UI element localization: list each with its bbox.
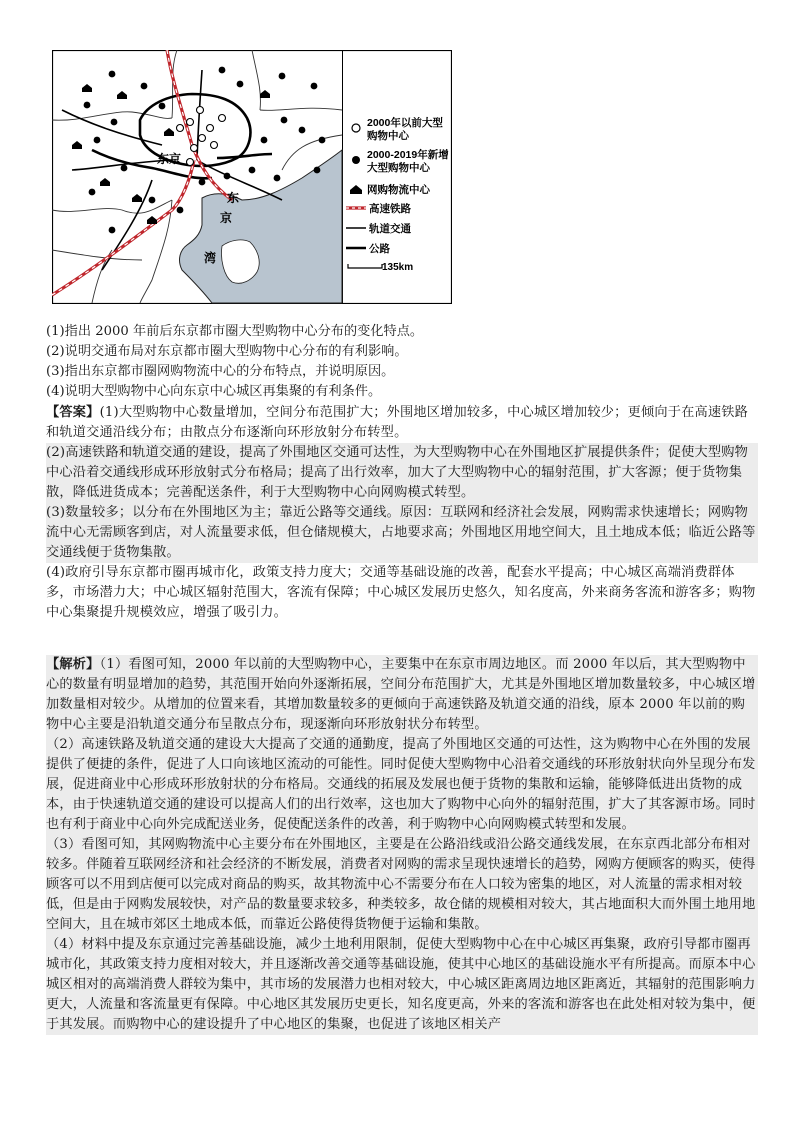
city-label: 东京 bbox=[157, 152, 182, 166]
legend-item-3: 网购物流中心 bbox=[367, 184, 430, 196]
analysis-para-4: （4）材料中提及东京通过完善基础设施，减少土地利用限制，促使大型购物中心在中心城区再集聚，政府引导都市圈再城市化，其政策支持力度相对较大，并且逐渐改善交通等基础设施，使其中心地区的基础设施水平有所提高。而原本中心城区相对的高端消费人群较为集中，其市场的发展潜力也相对较大，中心城区距离周边地区距离近，其辐射的范围影响力更大，人流量和客流量更有保障。中心地区其发展历史更长，知名度更高，外来的客流和游客也在此处相对较为集中，便于其发展。而购物中心的建设提升了中心地区的集聚，也促进了该地区相关产 bbox=[46, 935, 758, 1035]
scale-label: 135km bbox=[382, 262, 414, 273]
bay-label-3: 湾 bbox=[204, 251, 217, 265]
analysis-para-3: （3）看图可知，其网购物流中心主要分布在外围地区，主要是在公路沿线或沿公路交通线发展，在东京西北部分布相对较多。伴随着互联网经济和社会经济的不断发展，消费者对网购的需求呈现快速增长的趋势，网购方便顾客的购买，使得顾客可以不用到店便可以完成对商品的购买，故其物流中心不需要分布在人口较为密集的地区，对人流量的需求相对较低，但是由于网购发展较快，对产品的数量要求较多，种类较多，故仓储的规模相对较大，其占地面积大而外围土地用地空间大，且在城市郊区土地成本低，而靠近公路使得货物便于运输和集散。 bbox=[46, 835, 758, 935]
analysis-text-1: （1）看图可知，2000 年以前的大型购物中心，主要集中在东京市周边地区。而 2000 年以后，其大型购物中心的数量有明显增加的趋势，其范围开始向外逐渐拓展，空间分布范围扩大，尤其是外围地区增加数量较多，中心城区增加数量相对较少。从增加的位置来看，其增加数量较多的更倾向于高速铁路及轨道交通的沿线，原本 2000 年以前的购物中心主要是沿轨道交通分布呈散点分布，现逐渐向环形放射状分布转型。 bbox=[46, 657, 756, 732]
legend-item-4: 高速铁路 bbox=[369, 203, 411, 215]
answer-para-2: (2)高速铁路和轨道交通的建设，提高了外围地区交通可达性，为大型购物中心在外围地区扩展提供条件；促使大型购物中心沿着交通线形成环形放射式分布格局；提高了出行效率，加大了大型购物中心的辐射范围，扩大客源；便于货物集散，降低进货成本；完善配送条件，利于大型购物中心向网购模式转型。 bbox=[46, 443, 758, 503]
answer-label: 【答案】 bbox=[46, 405, 100, 420]
filled-circle-icon bbox=[352, 156, 360, 164]
question-2: (2)说明交通布局对东京都市圈大型购物中心分布的有利影响。 bbox=[46, 344, 408, 359]
analysis-para-1 bbox=[46, 655, 758, 735]
legend-item-1-line1: 2000年以前大型 bbox=[367, 117, 443, 129]
bay-label-1: 东 bbox=[227, 191, 240, 205]
answer-para-4: (4)政府引导东京都市圈再城市化，政策支持力度大；交通等基础设施的改善，配套水平提高；中心城区高端消费群体多，市场潜力大；中心城区辐射范围大，客流有保障；中心城区发展历史悠久，知名度高，外来商务客流和游客多；购物中心集聚提升规模效应，增强了吸引力。 bbox=[46, 565, 756, 620]
analysis-section bbox=[46, 655, 758, 1035]
question-1: (1)指出 2000 年前后东京都市圈大型购物中心分布的变化特点。 bbox=[46, 324, 424, 339]
legend-item-2-line1: 2000-2019年新增 bbox=[367, 149, 449, 161]
legend-item-1-line2: 购物中心 bbox=[367, 130, 409, 142]
bay-label-2: 京 bbox=[220, 211, 233, 225]
legend-item-2-line2: 大型购物中心 bbox=[367, 162, 430, 174]
answer-para-1 bbox=[46, 403, 758, 443]
answer-text-1: (1)大型购物中心数量增加，空间分布范围扩大；外围地区增加较多，中心城区增加较少；更倾向于在高速铁路和轨道交通沿线分布；由散点分布逐渐向环形放射分布转型。 bbox=[46, 405, 749, 440]
question-3: (3)指出东京都市圈网购物流中心的分布特点，并说明原因。 bbox=[46, 364, 395, 379]
answer-section bbox=[46, 403, 758, 623]
question-4: (4)说明大型购物中心向东京中心城区再集聚的有利条件。 bbox=[46, 384, 382, 399]
analysis-label: 【解析】 bbox=[46, 657, 100, 672]
legend-item-5: 轨道交通 bbox=[369, 223, 411, 235]
answer-para-3: (3)数量较多；以分布在外围地区为主；靠近公路等交通线。原因：互联网和经济社会发展，网购需求快速增长；网购物流中心无需顾客到店，对人流量要求低，但仓储规模大，占地要求高；外围地区用地空间大，且土地成本低；临近公路等交通线便于货物集散。 bbox=[46, 503, 758, 563]
tokyo-metro-map bbox=[52, 50, 452, 304]
legend-item-6: 公路 bbox=[369, 243, 390, 255]
open-circle-icon bbox=[352, 124, 360, 132]
map-figure bbox=[52, 50, 452, 304]
analysis-para-2: （2）高速铁路及轨道交通的建设大大提高了交通的通勤度，提高了外围地区交通的可达性，这为购物中心在外围的发展提供了便捷的条件，促进了人口向该地区流动的可能性。同时促使大型购物中心沿着交通线的环形放射状向外呈现分布发展，促进商业中心形成环形放射状的分布格局。交通线的拓展及发展也便于货物的集散和运输，能够降低进出货物的成本，由于快速轨道交通的建设可以提高人们的出行效率，这也加大了购物中心向外的辐射范围，扩大了其客源市场。同时也有利于商业中心向外完成配送业务，促使配送条件的改善，利于购物中心向网购模式转型和发展。 bbox=[46, 735, 758, 835]
